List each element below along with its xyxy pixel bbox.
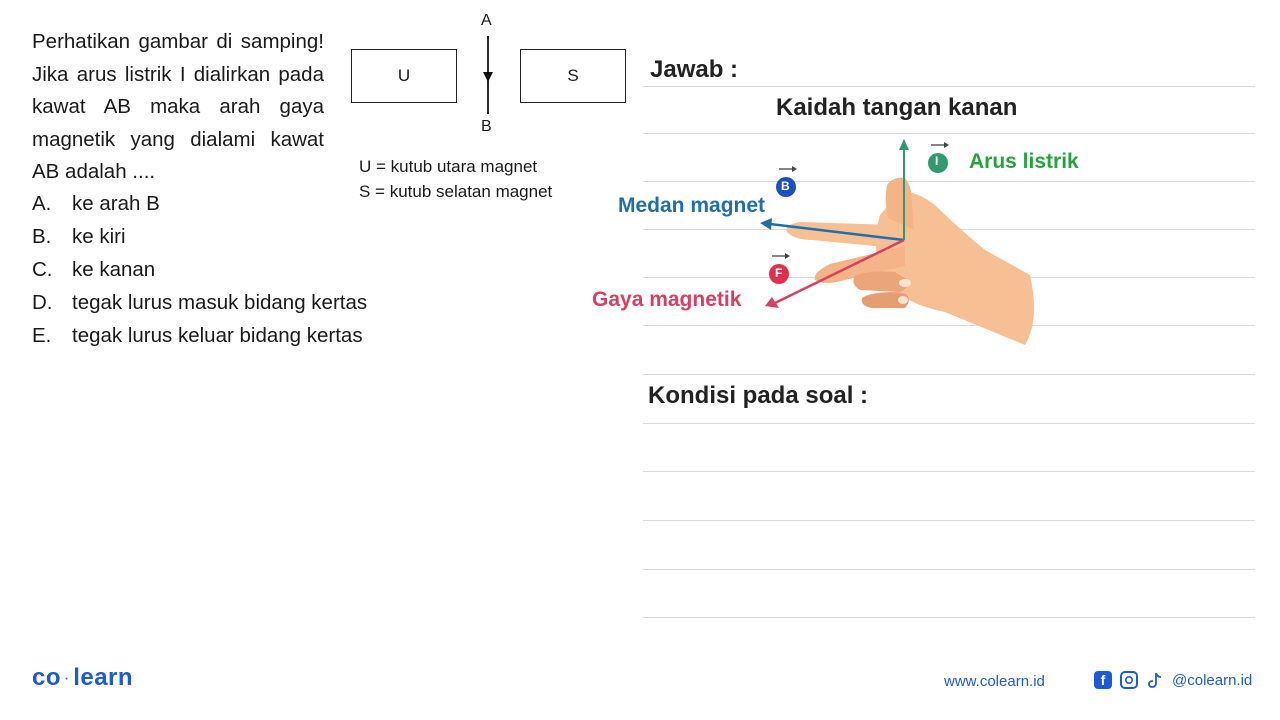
option-c[interactable]: C. ke kanan <box>32 258 156 281</box>
tiktok-icon[interactable] <box>1146 671 1164 689</box>
current-label: Arus listrik <box>969 150 1079 173</box>
question-text: Perhatikan gambar di samping! Jika arus listrik I dialirkan pada kawat AB maka arah gaya magnetik yang dialami kawat AB adalah .... <box>32 30 324 183</box>
wire-label-a: A <box>481 12 492 29</box>
south-pole-label: S <box>567 66 579 85</box>
force-badge-letter: F <box>775 266 783 280</box>
instagram-icon[interactable] <box>1120 671 1138 689</box>
current-badge-letter: I <box>935 154 939 168</box>
force-label: Gaya magnetik <box>592 288 742 311</box>
north-pole-label: U <box>397 66 411 85</box>
colearn-logo: co · learn <box>32 664 134 691</box>
answer-heading: Jawab : <box>650 56 739 83</box>
website-link[interactable]: www.colearn.id <box>944 673 1045 690</box>
field-label: Medan magnet <box>618 194 766 217</box>
option-e[interactable]: E. tegak lurus keluar bidang kertas <box>32 324 363 347</box>
legend-south: S = kutub selatan magnet <box>359 182 553 201</box>
facebook-icon[interactable]: f <box>1094 671 1112 689</box>
hand-index-finger <box>787 222 895 248</box>
rule-title: Kaidah tangan kanan <box>776 94 1018 121</box>
legend-north: U = kutub utara magnet <box>359 157 538 176</box>
condition-heading: Kondisi pada soal : <box>648 382 869 409</box>
option-a[interactable]: A. ke arah B <box>32 192 160 215</box>
option-d[interactable]: D. tegak lurus masuk bidang kertas <box>32 291 368 314</box>
social-links <box>1094 671 1252 689</box>
wire-label-b: B <box>481 118 492 135</box>
option-b[interactable]: B. ke kiri <box>32 225 126 248</box>
social-handle[interactable]: @colearn.id <box>1172 671 1253 689</box>
field-badge-letter: B <box>781 179 790 193</box>
